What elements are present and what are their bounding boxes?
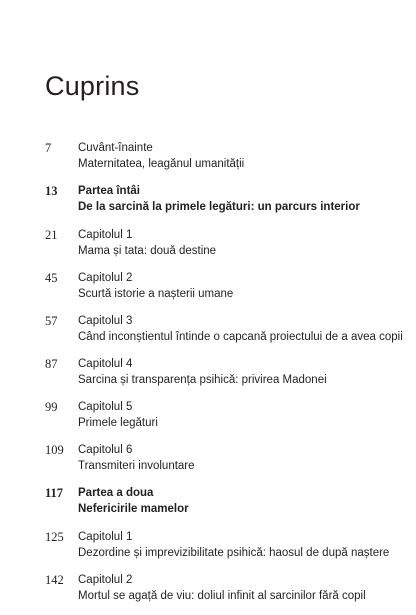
toc-entry xyxy=(45,270,385,302)
toc-part-entry xyxy=(45,485,385,517)
toc-heading: Capitolul 2 xyxy=(78,574,133,586)
toc-page-number: 45 xyxy=(45,271,58,285)
toc-subtitle: Transmiteri involuntare xyxy=(78,460,195,472)
toc-subtitle: Mama și tata: două destine xyxy=(78,245,217,257)
toc-entry xyxy=(45,313,403,345)
toc-entry xyxy=(45,572,385,604)
toc-entry-text xyxy=(78,183,385,215)
toc-subtitle: Primele legături xyxy=(78,417,158,429)
toc-page-number: 117 xyxy=(45,486,64,500)
toc-page-number: 109 xyxy=(45,443,64,457)
toc-page-number: 142 xyxy=(45,573,64,587)
toc-page-number: 57 xyxy=(45,314,58,328)
toc-subtitle: Sarcina și transparența psihică: privirea Madonei xyxy=(78,374,327,386)
toc-heading: Capitolul 5 xyxy=(78,401,133,413)
toc-heading: Partea a doua xyxy=(78,487,154,499)
toc-part-entry xyxy=(45,183,385,215)
toc-subtitle: Maternitatea, leagănul umanității xyxy=(78,158,245,170)
toc-page-number: 99 xyxy=(45,400,58,414)
toc-entry-text xyxy=(78,442,385,474)
toc-entry-text xyxy=(78,313,403,345)
toc-entry xyxy=(45,399,385,431)
toc-heading: Capitolul 6 xyxy=(78,444,133,456)
toc-heading: Capitolul 2 xyxy=(78,272,133,284)
toc-page-number: 21 xyxy=(45,228,58,242)
toc-page-number: 87 xyxy=(45,357,58,371)
toc-entry xyxy=(45,529,390,561)
toc-page-number: 125 xyxy=(45,530,64,544)
toc-entry-text xyxy=(78,529,389,561)
toc-entry xyxy=(45,356,385,388)
toc-entry xyxy=(45,140,385,172)
toc-heading: Capitolul 1 xyxy=(78,229,133,241)
toc-subtitle: Dezordine și imprevizibilitate psihică: haosul de după naștere xyxy=(78,547,390,559)
toc-heading: Capitolul 4 xyxy=(78,358,133,370)
toc-heading: Cuvânt-înainte xyxy=(78,142,153,154)
toc-subtitle: Scurtă istorie a nașterii umane xyxy=(78,288,234,300)
toc-entry-text xyxy=(78,140,385,172)
page-title: Cuprins xyxy=(45,71,140,101)
toc-subtitle: De la sarcină la primele legături: un parcurs interior xyxy=(78,201,360,213)
toc-subtitle: Mortul se agață de viu: doliul infinit al sarcinilor fără copil xyxy=(78,590,366,602)
table-of-contents xyxy=(45,140,403,615)
toc-entry-text xyxy=(78,270,385,302)
toc-heading: Partea întâi xyxy=(78,185,140,197)
toc-entry-text xyxy=(78,572,385,604)
toc-entry-text xyxy=(78,485,385,517)
toc-page-number: 13 xyxy=(45,184,58,198)
toc-heading: Capitolul 1 xyxy=(78,531,133,543)
toc-page-number: 7 xyxy=(45,141,52,155)
toc-entry-text xyxy=(78,227,385,259)
toc-entry xyxy=(45,442,385,474)
toc-heading: Capitolul 3 xyxy=(78,315,133,327)
toc-entry-text xyxy=(78,356,385,388)
toc-subtitle: Când inconștientul întinde o capcană proiectului de a avea copii xyxy=(78,331,403,343)
toc-subtitle: Nefericirile mamelor xyxy=(78,503,189,515)
toc-entry xyxy=(45,227,385,259)
toc-entry-text xyxy=(78,399,385,431)
